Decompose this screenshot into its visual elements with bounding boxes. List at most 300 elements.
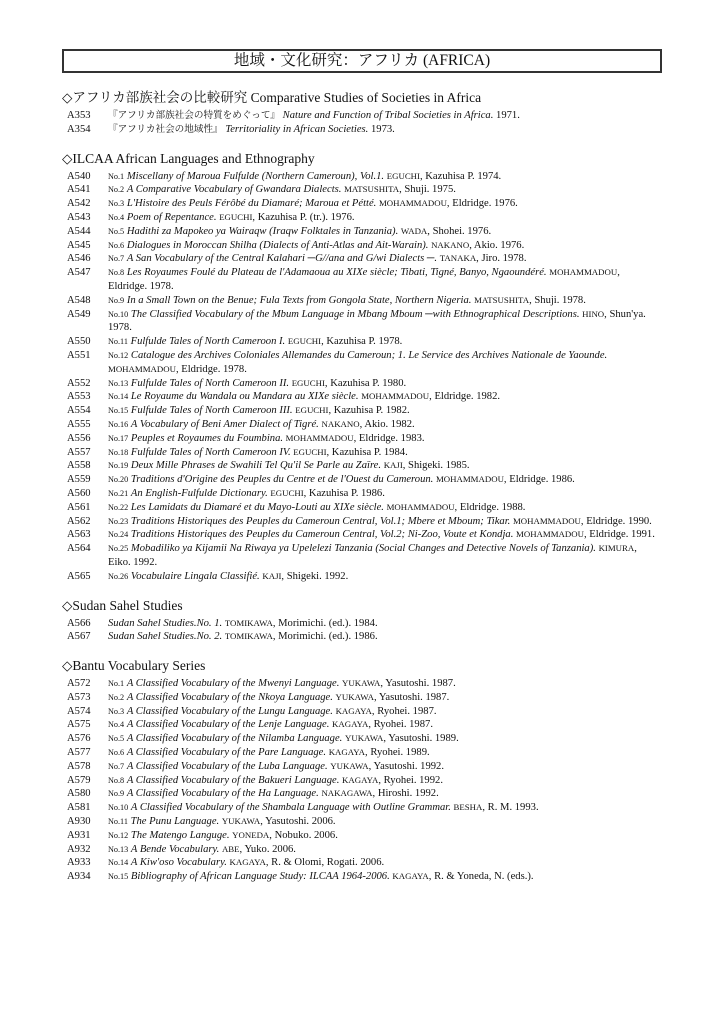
catalog-entry	[62, 705, 658, 719]
entry-code: A353	[67, 110, 91, 121]
series-number: No.5	[108, 734, 125, 744]
entry-body	[108, 677, 658, 691]
author-name: WADA	[400, 225, 428, 236]
catalog-entry	[62, 732, 658, 746]
author-name: KIMURA	[598, 543, 635, 554]
series-number: No.4	[108, 720, 125, 730]
entry-title: A Classified Vocabulary of the Bakueri Language.	[126, 774, 340, 786]
author-name: KAGAYA	[332, 719, 369, 730]
author-name: KAGAYA	[342, 774, 379, 785]
entry-body	[108, 308, 658, 336]
catalog-section	[62, 86, 658, 137]
entry-title: Fulfulde Tales of North Cameroon III.	[130, 405, 293, 417]
entry-details: , Kazuhisa P. (tr.). 1976.	[252, 211, 355, 223]
entry-body	[108, 815, 658, 829]
series-number: No.11	[108, 817, 128, 827]
entry-code: A934	[67, 871, 91, 883]
entry-body	[108, 459, 658, 473]
author-name: YUKAWA	[330, 760, 369, 771]
entry-title: A Classified Vocabulary of the Luba Language.	[126, 760, 328, 772]
entry-details: , Eldridge. 1978.	[175, 363, 247, 375]
entry-details: , Kazuhisa P. 1974.	[419, 170, 502, 182]
author-name: MATSUSHITA	[474, 294, 530, 305]
entry-details: , Shohei. 1976.	[427, 225, 492, 237]
entry-details: , Eldridge. 1982.	[429, 391, 501, 403]
entry-title: Fulfulde Tales of North Cameroon IV.	[130, 446, 291, 458]
entry-title: An English-Fulfulde Dictionary.	[130, 487, 268, 499]
series-number: No.8	[108, 775, 125, 785]
entry-code: A567	[67, 631, 91, 643]
author-name: TOMIKAWA	[224, 617, 273, 628]
entry-code: A566	[67, 617, 91, 629]
catalog-entry	[62, 718, 658, 732]
entry-details: , Ryohei. 1987.	[371, 705, 437, 717]
author-name: NAKAGAWA	[321, 788, 373, 799]
entry-code: A580	[67, 788, 91, 800]
entry-body	[108, 211, 658, 225]
entry-code: A562	[67, 515, 91, 527]
author-name: MOHAMMADOU	[285, 432, 354, 443]
entry-body	[108, 746, 658, 760]
entry-title: The Classified Vocabulary of the Mbum Language in Mbang Mboum ─with Ethnographical Descriptions.	[130, 308, 580, 320]
entry-details: , Yasutoshi. 1987.	[380, 678, 456, 690]
author-name: KAGAYA	[335, 705, 372, 716]
series-number: No.16	[108, 419, 129, 429]
entry-details: , Akio. 1976.	[469, 239, 525, 251]
series-number: No.8	[108, 268, 125, 278]
catalog-entry	[62, 390, 658, 404]
entry-body	[108, 266, 658, 294]
catalog-entry	[62, 349, 658, 377]
entry-body	[108, 570, 658, 584]
entry-title: A Vocabulary of Beni Amer Dialect of Tigré.	[130, 418, 319, 430]
catalog-entry	[62, 746, 658, 760]
entry-code: A576	[67, 733, 91, 745]
entry-title: A Classified Vocabulary of the Nilamba Language.	[126, 733, 343, 745]
entry-body	[108, 801, 658, 815]
entry-title: A Classified Vocabulary of the Pare Language.	[126, 747, 327, 759]
entry-code: A554	[67, 405, 91, 417]
series-number: No.10	[108, 309, 129, 319]
japanese-title: 『アフリカ部族社会の特質をめぐって』	[108, 110, 281, 121]
series-number: No.14	[108, 858, 129, 868]
series-number: No.4	[108, 212, 125, 222]
entry-code: A541	[67, 184, 91, 196]
entry-code: A563	[67, 529, 91, 541]
entry-body	[108, 294, 658, 308]
catalog-entry	[62, 515, 658, 529]
entry-title: Mobadiliko ya Kijamii Na Riwaya ya Upelelezi Tanzania (Social Changes and Detective Novels of Tanzania).	[130, 543, 596, 555]
series-number: No.15	[108, 872, 129, 882]
catalog-entry	[62, 432, 658, 446]
catalog-entry	[62, 183, 658, 197]
entry-title: Territoriality in African Societies.	[225, 123, 369, 135]
series-number: No.22	[108, 502, 129, 512]
entry-code: A555	[67, 418, 91, 430]
entry-body	[108, 515, 658, 529]
series-number: No.3	[108, 706, 125, 716]
entry-details: , Kazuhisa P. 1980.	[324, 377, 407, 389]
author-name: MOHAMMADOU	[512, 515, 581, 526]
author-name: NAKANO	[321, 418, 360, 429]
entry-code: A543	[67, 211, 91, 223]
entry-title: Miscellany of Maroua Fulfulde (Northern Cameroun), Vol.1.	[126, 170, 385, 182]
entry-title: Dialogues in Moroccan Shilha (Dialects of Anti-Atlas and Ait-Warain).	[126, 239, 429, 251]
entry-title: A Classified Vocabulary of the Lungu Language.	[126, 705, 333, 717]
entry-title: A Classified Vocabulary of the Lenje Language.	[126, 719, 330, 731]
series-number: No.13	[108, 378, 129, 388]
catalog-entry	[62, 570, 658, 584]
entry-code: A560	[67, 487, 91, 499]
entry-code: A542	[67, 198, 91, 210]
entry-details: , Eldridge. 1983.	[353, 432, 425, 444]
catalog-entry	[62, 774, 658, 788]
entry-body	[108, 239, 658, 253]
entry-title: A Classified Vocabulary of the Mwenyi Language.	[126, 678, 340, 690]
author-name: MOHAMMADOU	[378, 198, 447, 209]
catalog-entry	[62, 459, 658, 473]
author-name: EGUCHI	[291, 377, 325, 388]
author-name: HINO	[582, 308, 605, 319]
entry-code: A559	[67, 474, 91, 486]
entry-details: , Akio. 1982.	[359, 418, 415, 430]
series-number: No.9	[108, 789, 125, 799]
entry-title: A Comparative Vocabulary of Gwandara Dialects.	[126, 184, 342, 196]
entry-title: Traditions d'Origine des Peuples du Centre et de l'Ouest du Cameroun.	[130, 474, 434, 486]
series-number: No.12	[108, 350, 129, 360]
entry-body	[108, 183, 658, 197]
author-name: ABE	[221, 843, 240, 854]
entry-body	[108, 691, 658, 705]
entry-code: A557	[67, 446, 91, 458]
series-number: No.13	[108, 844, 129, 854]
entry-title: A Kiw'oso Vocabulary.	[130, 857, 227, 869]
catalog-entry	[62, 542, 658, 570]
catalog-entry	[62, 617, 658, 631]
entry-code: A575	[67, 719, 91, 731]
series-number: No.7	[108, 254, 125, 264]
entry-title: Sudan Sahel Studies.No. 1.	[108, 617, 223, 629]
author-name: EGUCHI	[293, 446, 327, 457]
entry-details: , Kazuhisa P. 1984.	[326, 446, 408, 458]
entry-body	[108, 774, 658, 788]
entry-body	[108, 109, 658, 123]
entry-code: A545	[67, 239, 91, 251]
entry-body	[108, 377, 658, 391]
entry-body	[108, 787, 658, 801]
entry-title: Deux Mille Phrases de Swahili Tel Qu'il Se Parle au Zaïre.	[130, 460, 382, 472]
entry-code: A578	[67, 760, 91, 772]
author-name: MOHAMMADOU	[361, 391, 430, 402]
entry-body	[108, 390, 658, 404]
entry-details: 1973.	[370, 123, 395, 135]
catalog-entry	[62, 404, 658, 418]
entry-title: Bibliography of African Language Study: ILCAA 1964-2006.	[130, 871, 390, 883]
entry-details: , R. & Yoneda, N. (eds.).	[428, 871, 534, 883]
author-name: NAKANO	[431, 239, 470, 250]
entry-details: , Ryohei. 1992.	[378, 774, 443, 786]
entry-body	[108, 501, 658, 515]
series-number: No.3	[108, 199, 125, 209]
entry-title: The Punu Language.	[130, 816, 220, 828]
series-number: No.12	[108, 830, 129, 840]
entry-code: A930	[67, 816, 91, 828]
author-name: YUKAWA	[342, 678, 381, 689]
entry-body	[108, 225, 658, 239]
author-name: YONEDA	[232, 829, 270, 840]
series-number: No.5	[108, 226, 125, 236]
entry-code: A552	[67, 377, 91, 389]
entry-details: , Yasutoshi. 1989.	[383, 733, 459, 745]
series-number: No.24	[108, 530, 129, 540]
author-name: MOHAMMADOU	[386, 501, 455, 512]
entry-body	[108, 418, 658, 432]
entry-title: A San Vocabulary of the Central Kalahari ─G//ana and G/wi Dialects ─.	[126, 253, 438, 265]
entry-body	[108, 404, 658, 418]
entry-title: Catalogue des Archives Coloniales Allemandes du Cameroun; 1. Le Service des Archives Nationale de Yaounde.	[130, 349, 608, 361]
author-name: EGUCHI	[287, 336, 322, 347]
series-number: No.6	[108, 240, 125, 250]
entry-code: A577	[67, 747, 91, 759]
entry-code: A556	[67, 432, 91, 444]
author-name: EGUCHI	[295, 405, 329, 416]
catalog-entry	[62, 308, 658, 336]
series-number: No.11	[108, 337, 128, 347]
entry-title: Hadithi za Mapokeo ya Wairaqw (Iraqw Folktales in Tanzania).	[126, 225, 399, 237]
entry-code: A574	[67, 705, 91, 717]
series-number: No.18	[108, 447, 129, 457]
catalog-entry	[62, 239, 658, 253]
catalog-entry	[62, 294, 658, 308]
entry-code: A933	[67, 857, 91, 869]
entry-details: , Eiko. 1992.	[108, 543, 637, 568]
series-number: No.20	[108, 475, 129, 485]
series-number: No.1	[108, 679, 125, 689]
entry-code: A565	[67, 570, 91, 582]
entry-body	[108, 870, 658, 884]
entry-details: , Eldridge. 1976.	[446, 198, 518, 210]
catalog-entry	[62, 266, 658, 294]
entry-code: A550	[67, 336, 91, 348]
catalog-entry	[62, 170, 658, 184]
entry-code: A354	[67, 123, 91, 135]
page-title: 地域・文化研究：アフリカ (AFRICA)	[62, 49, 662, 73]
catalog-entry	[62, 630, 658, 644]
author-name: KAGAYA	[229, 857, 266, 868]
section-heading: ◇Sudan Sahel Studies	[62, 597, 183, 613]
author-name: MOHAMMADOU	[108, 363, 176, 374]
catalog-entry	[62, 418, 658, 432]
entry-details: , Shuji. 1978.	[529, 294, 586, 306]
author-name: MATSUSHITA	[344, 184, 400, 195]
catalog-entry	[62, 815, 658, 829]
entry-details: , Ryohei. 1987.	[368, 719, 433, 731]
series-number: No.23	[108, 516, 129, 526]
entry-body	[108, 197, 658, 211]
entry-code: A579	[67, 774, 91, 786]
entry-title: Traditions Historiques des Peuples du Cameroun Central, Vol.1; Mbere et Mboum; Tikar.	[130, 515, 511, 527]
entry-body	[108, 843, 658, 857]
entry-body	[108, 732, 658, 746]
entry-details: , Yasutoshi. 2006.	[260, 816, 336, 828]
entry-code: A561	[67, 501, 91, 513]
author-name: KAJI	[262, 570, 282, 581]
author-name: BESHA	[453, 802, 483, 813]
entry-details: , Eldridge. 1986.	[503, 474, 575, 486]
entry-code: A581	[67, 802, 91, 814]
entry-body	[108, 170, 658, 184]
catalog-entry	[62, 377, 658, 391]
series-number: No.25	[108, 544, 129, 554]
entry-details: , Kazuhisa P. 1982.	[328, 405, 410, 417]
entry-code: A572	[67, 678, 91, 690]
catalog-entry	[62, 856, 658, 870]
section-heading: ◇ILCAA African Languages and Ethnography	[62, 150, 315, 166]
entry-details: , Ryohei. 1989.	[365, 747, 430, 759]
entry-title: Fulfulde Tales of North Cameroon II.	[130, 377, 290, 389]
section-heading: ◇アフリカ部族社会の比較研究 Comparative Studies of Societies in Africa	[62, 90, 482, 105]
catalog-entry	[62, 787, 658, 801]
entry-code: A540	[67, 170, 91, 182]
entry-details: 1971.	[496, 110, 520, 121]
entry-title: A Classified Vocabulary of the Shambala Language with Outline Grammar.	[130, 802, 451, 814]
series-number: No.2	[108, 185, 125, 195]
entry-body	[108, 349, 658, 377]
entry-title: Les Royaumes Foulé du Plateau de l'Adamaoua au XIXe siècle; Tibati, Tigné, Banyo, Ngaoundéré.	[126, 267, 547, 279]
entry-details: , Morimichi. (ed.). 1986.	[272, 631, 378, 643]
catalog-entry	[62, 843, 658, 857]
author-name: MOHAMMADOU	[516, 529, 584, 540]
entry-details: , Jiro. 1978.	[476, 253, 527, 265]
entry-title: A Bende Vocabulary.	[130, 843, 220, 855]
author-name: KAJI	[383, 460, 403, 471]
entry-details: , R. & Olomi, Rogati. 2006.	[265, 857, 385, 869]
author-name: KAGAYA	[328, 747, 366, 758]
entry-details: , Nobuko. 2006.	[269, 829, 338, 841]
entry-details: , Yasutoshi. 1992.	[368, 760, 445, 772]
series-number: No.6	[108, 748, 125, 758]
catalog-entry	[62, 123, 658, 137]
author-name: KAGAYA	[392, 871, 429, 882]
entry-title: Traditions Historiques des Peuples du Cameroun Central, Vol.2; Ni-Zoo, Voute et Kondja.	[130, 529, 514, 541]
entry-details: , R. M. 1993.	[482, 802, 539, 814]
catalog-entry	[62, 691, 658, 705]
entry-body	[108, 760, 658, 774]
series-number: No.9	[108, 295, 125, 305]
series-number: No.1	[108, 171, 125, 181]
entry-body	[108, 487, 658, 501]
catalog-entry	[62, 528, 658, 542]
author-name: MOHAMMADOU	[549, 267, 618, 278]
entry-code: A553	[67, 391, 91, 403]
entry-details: , Yasutoshi. 1987.	[373, 691, 450, 703]
entry-details: , Kazuhisa P. 1978.	[321, 336, 403, 348]
author-name: EGUCHI	[386, 170, 420, 181]
catalog-entry	[62, 211, 658, 225]
series-number: No.7	[108, 761, 125, 771]
entry-title: Nature and Function of Tribal Societies in Africa.	[282, 110, 494, 121]
entry-body	[108, 705, 658, 719]
entry-title: Fulfulde Tales of North Cameroon I.	[130, 336, 286, 348]
author-name: TOMIKAWA	[224, 631, 273, 642]
entry-details: , Yuko. 2006.	[239, 843, 296, 855]
catalog-entry	[62, 446, 658, 460]
entry-body	[108, 446, 658, 460]
entry-body	[108, 528, 658, 542]
catalog-content	[62, 86, 658, 898]
entry-title: A Classified Vocabulary of the Nkoya Language.	[126, 691, 333, 703]
entry-code: A931	[67, 829, 91, 841]
entry-details: , Eldridge. 1991.	[583, 529, 655, 541]
entry-code: A564	[67, 543, 91, 555]
author-name: MOHAMMADOU	[435, 474, 504, 485]
series-number: No.21	[108, 488, 129, 498]
entry-body	[108, 123, 658, 137]
entry-code: A551	[67, 349, 91, 361]
entry-title: Vocabulaire Lingala Classifié.	[130, 570, 260, 582]
series-number: No.14	[108, 392, 129, 402]
series-number: No.2	[108, 692, 125, 702]
catalog-entry	[62, 197, 658, 211]
entry-details: , Eldridge. 1988.	[454, 501, 526, 513]
catalog-entry	[62, 109, 658, 123]
entry-code: A549	[67, 308, 91, 320]
author-name: EGUCHI	[219, 211, 253, 222]
japanese-title: 『アフリカ社会の地域性』	[108, 123, 223, 135]
catalog-section	[62, 151, 658, 584]
entry-body	[108, 718, 658, 732]
catalog-entry	[62, 225, 658, 239]
entry-body	[108, 473, 658, 487]
series-number: No.19	[108, 461, 129, 471]
author-name: YUKAWA	[344, 733, 384, 744]
catalog-entry	[62, 677, 658, 691]
catalog-entry	[62, 252, 658, 266]
section-heading: ◇Bantu Vocabulary Series	[62, 658, 206, 674]
entry-body	[108, 829, 658, 843]
entry-body	[108, 335, 658, 349]
catalog-entry	[62, 335, 658, 349]
author-name: YUKAWA	[335, 691, 374, 702]
catalog-section	[62, 598, 658, 645]
catalog-section	[62, 658, 658, 884]
entry-title: Les Lamidats du Diamaré et du Mayo-Louti au XIXe siècle.	[130, 501, 384, 513]
series-number: No.10	[108, 803, 129, 813]
series-number: No.26	[108, 571, 129, 581]
entry-body	[108, 252, 658, 266]
author-name: EGUCHI	[270, 487, 304, 498]
entry-title: In a Small Town on the Benue; Fula Texts from Gongola State, Northern Nigeria.	[126, 294, 472, 306]
catalog-entry	[62, 829, 658, 843]
series-number: No.15	[108, 406, 129, 416]
entry-details: , Kazuhisa P. 1986.	[303, 487, 385, 499]
entry-details: , Shuji. 1975.	[399, 184, 456, 196]
entry-body	[108, 856, 658, 870]
catalog-entry	[62, 473, 658, 487]
entry-code: A548	[67, 294, 91, 306]
entry-body	[108, 542, 658, 570]
entry-details: , Eldridge. 1978.	[108, 267, 620, 292]
catalog-entry	[62, 501, 658, 515]
entry-body	[108, 617, 658, 631]
entry-title: A Classified Vocabulary of the Ha Language.	[126, 788, 319, 800]
entry-title: Le Royaume du Wandala ou Mandara au XIXe siècle.	[130, 391, 359, 403]
author-name: TANAKA	[439, 253, 477, 264]
entry-code: A932	[67, 843, 91, 855]
entry-title: Poem of Repentance.	[126, 211, 217, 223]
entry-details: , Shigeki. 1985.	[402, 460, 470, 472]
entry-details: , Morimichi. (ed.). 1984.	[272, 617, 378, 629]
